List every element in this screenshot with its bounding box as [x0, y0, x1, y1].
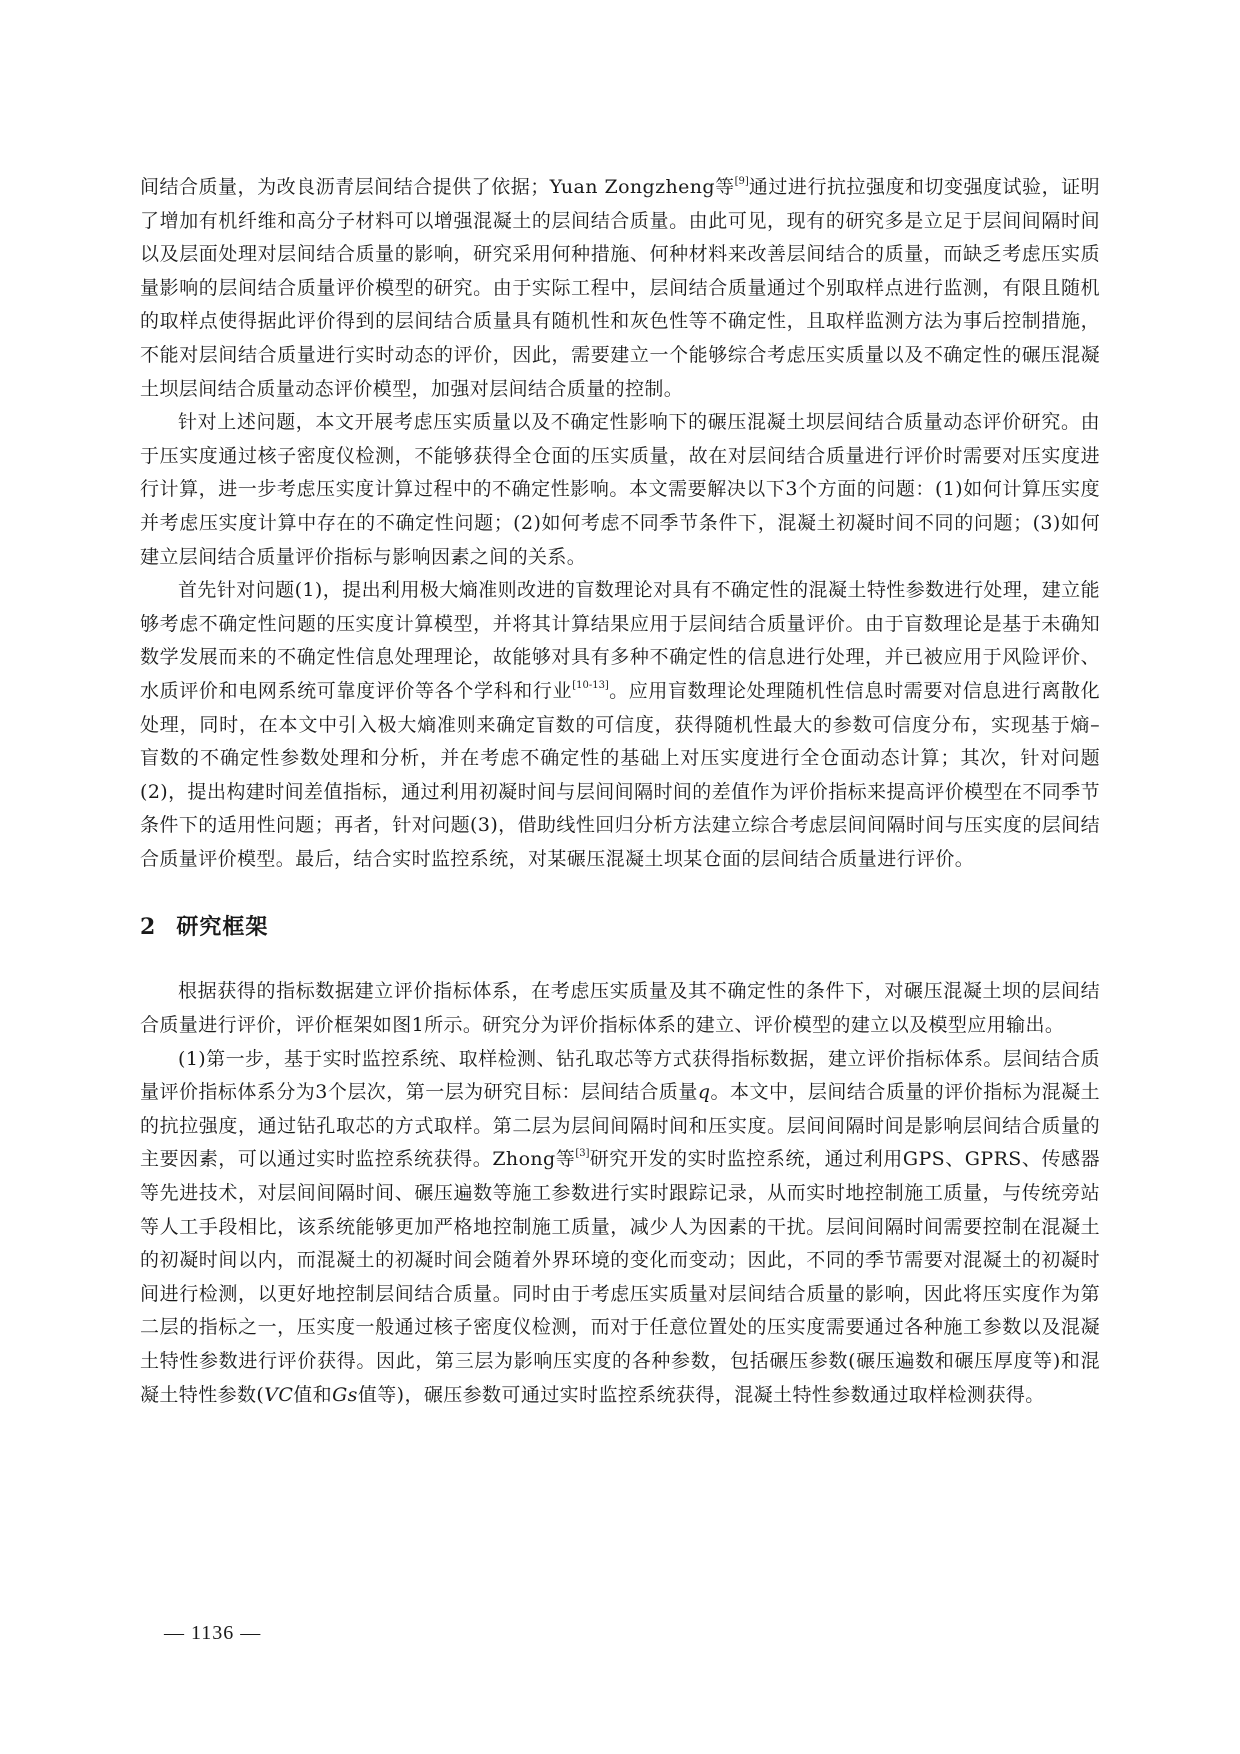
- paragraph-text: 值等)，碾压参数可通过实时监控系统获得，混凝土特性参数通过取样检测获得。: [357, 1383, 1045, 1406]
- citation-ref: [10-13]: [572, 679, 609, 691]
- section-heading: [140, 910, 1100, 944]
- paragraph-text: 根据获得的指标数据建立评价指标体系，在考虑压实质量及其不确定性的条件下，对碾压混凝土坝的层间结合质量进行评价，评价框架如图1所示。研究分为评价指标体系的建立、评价模型的建立以及模型应用输出。: [140, 980, 1100, 1037]
- paragraph-text: 值和: [293, 1383, 333, 1406]
- paragraph-framework-intro: [140, 975, 1100, 1042]
- paragraph-text: 。应用盲数理论处理随机性信息时需要对信息进行离散化处理，同时，在本文中引入极大熵准则来确定盲数的可信度，获得随机性最大的参数可信度分布，实现基于熵–盲数的不确定性参数处理和分析，并在考虑不确定性的基础上对压实度进行全仓面动态计算；其次，针对问题(2)，提出构建时间差值指标，通过利用初凝时间与层间间隔时间的差值作为评价指标来提高评价模型在不同季节条件下的适用性问题；再者，针对问题(3)，借助线性回归分析方法建立综合考虑层间间隔时间与压实度的层间结合质量评价模型。最后，结合实时监控系统，对某碾压混凝土坝某仓面的层间结合质量进行评价。: [140, 679, 1100, 870]
- paragraph-text: 通过进行抗拉强度和切变强度试验，证明了增加有机纤维和高分子材料可以增强混凝土的层间结合质量。由此可见，现有的研究多是立足于层间间隔时间以及层面处理对层间结合质量的影响，研究采用何种措施、何种材料来改善层间结合的质量，而缺乏考虑压实质量影响的层间结合质量评价模型的研究。由于实际工程中，层间结合质量通过个别取样点进行监测，有限且随机的取样点使得据此评价得到的层间结合质量具有随机性和灰色性等不确定性，且取样监测方法为事后控制措施，不能对层间结合质量进行实时动态的评价，因此，需要建立一个能够综合考虑压实质量以及不确定性的碾压混凝土坝层间结合质量动态评价模型，加强对层间结合质量的控制。: [140, 176, 1100, 400]
- paragraph-step-one: [140, 1043, 1100, 1413]
- math-symbol-gs: Gs: [332, 1383, 358, 1406]
- paragraph-method-overview: [140, 574, 1100, 876]
- section-number: 2: [140, 914, 157, 941]
- paragraph-text: (1)第一步，基于实时监控系统、取样检测、钻孔取芯等方式获得指标数据，建立评价指标体系。层间结合质量评价指标体系分为3个层次，第一层为研究目标：层间结合质量: [140, 1047, 1100, 1104]
- paragraph-continuation: [140, 171, 1100, 406]
- paragraph-text: 间结合质量，为改良沥青层间结合提供了依据；Yuan Zongzheng等: [140, 176, 735, 198]
- paragraph-text: 针对上述问题，本文开展考虑压实质量以及不确定性影响下的碾压混凝土坝层间结合质量动态评价研究。由于压实度通过核子密度仪检测，不能够获得全仓面的压实质量，故在对层间结合质量进行评价时需要对压实度进行计算，进一步考虑压实度计算过程中的不确定性影响。本文需要解决以下3个方面的问题：(1)如何计算压实度并考虑压实度计算中存在的不确定性问题；(2)如何考虑不同季节条件下，混凝土初凝时间不同的问题；(3)如何建立层间结合质量评价指标与影响因素之间的关系。: [140, 411, 1100, 568]
- math-symbol-q: q: [697, 1081, 711, 1104]
- citation-ref: [9]: [734, 176, 749, 187]
- paper-page: [140, 171, 1100, 1412]
- paragraph-text: 。本文中，层间结合质量的评价指标为混凝土的抗拉强度，通过钻孔取芯的方式取样。第二层为层间间隔时间和压实度。层间间隔时间是影响层间结合质量的主要因素，可以通过实时监控系统获得。Zhong等: [140, 1081, 1100, 1171]
- math-symbol-vc: VC: [264, 1383, 294, 1406]
- section-title: 研究框架: [176, 914, 269, 941]
- paragraph-text: 首先针对问题(1)，提出利用极大熵准则改进的盲数理论对具有不确定性的混凝土特性参数进行处理，建立能够考虑不确定性问题的压实度计算模型，并将其计算结果应用于层间结合质量评价。由于盲数理论是基于未确知数学发展而来的不确定性信息处理理论，故能够对具有多种不确定性的信息进行处理，并已被应用于风险评价、水质评价和电网系统可靠度评价等各个学科和行业: [140, 579, 1100, 702]
- citation-ref: [3]: [575, 1148, 590, 1160]
- page-number: — 1136 —: [164, 1622, 262, 1644]
- paragraph-problem-statement: [140, 406, 1100, 574]
- paragraph-text: 研究开发的实时监控系统，通过利用GPS、GPRS、传感器等先进技术，对层间间隔时间、碾压遍数等施工参数进行实时跟踪记录，从而实时地控制施工质量，与传统旁站等人工手段相比，该系统能够更加严格地控制施工质量，减少人为因素的干扰。层间间隔时间需要控制在混凝土的初凝时间以内，而混凝土的初凝时间会随着外界环境的变化而变动；因此，不同的季节需要对混凝土的初凝时间进行检测，以更好地控制层间结合质量。同时由于考虑压实质量对层间结合质量的影响，因此将压实度作为第二层的指标之一，压实度一般通过核子密度仪检测，而对于任意位置处的压实度需要通过各种施工参数以及混凝土特性参数进行评价获得。因此，第三层为影响压实度的各种参数，包括碾压参数(碾压遍数和碾压厚度等)和混凝土特性参数(: [140, 1148, 1100, 1406]
